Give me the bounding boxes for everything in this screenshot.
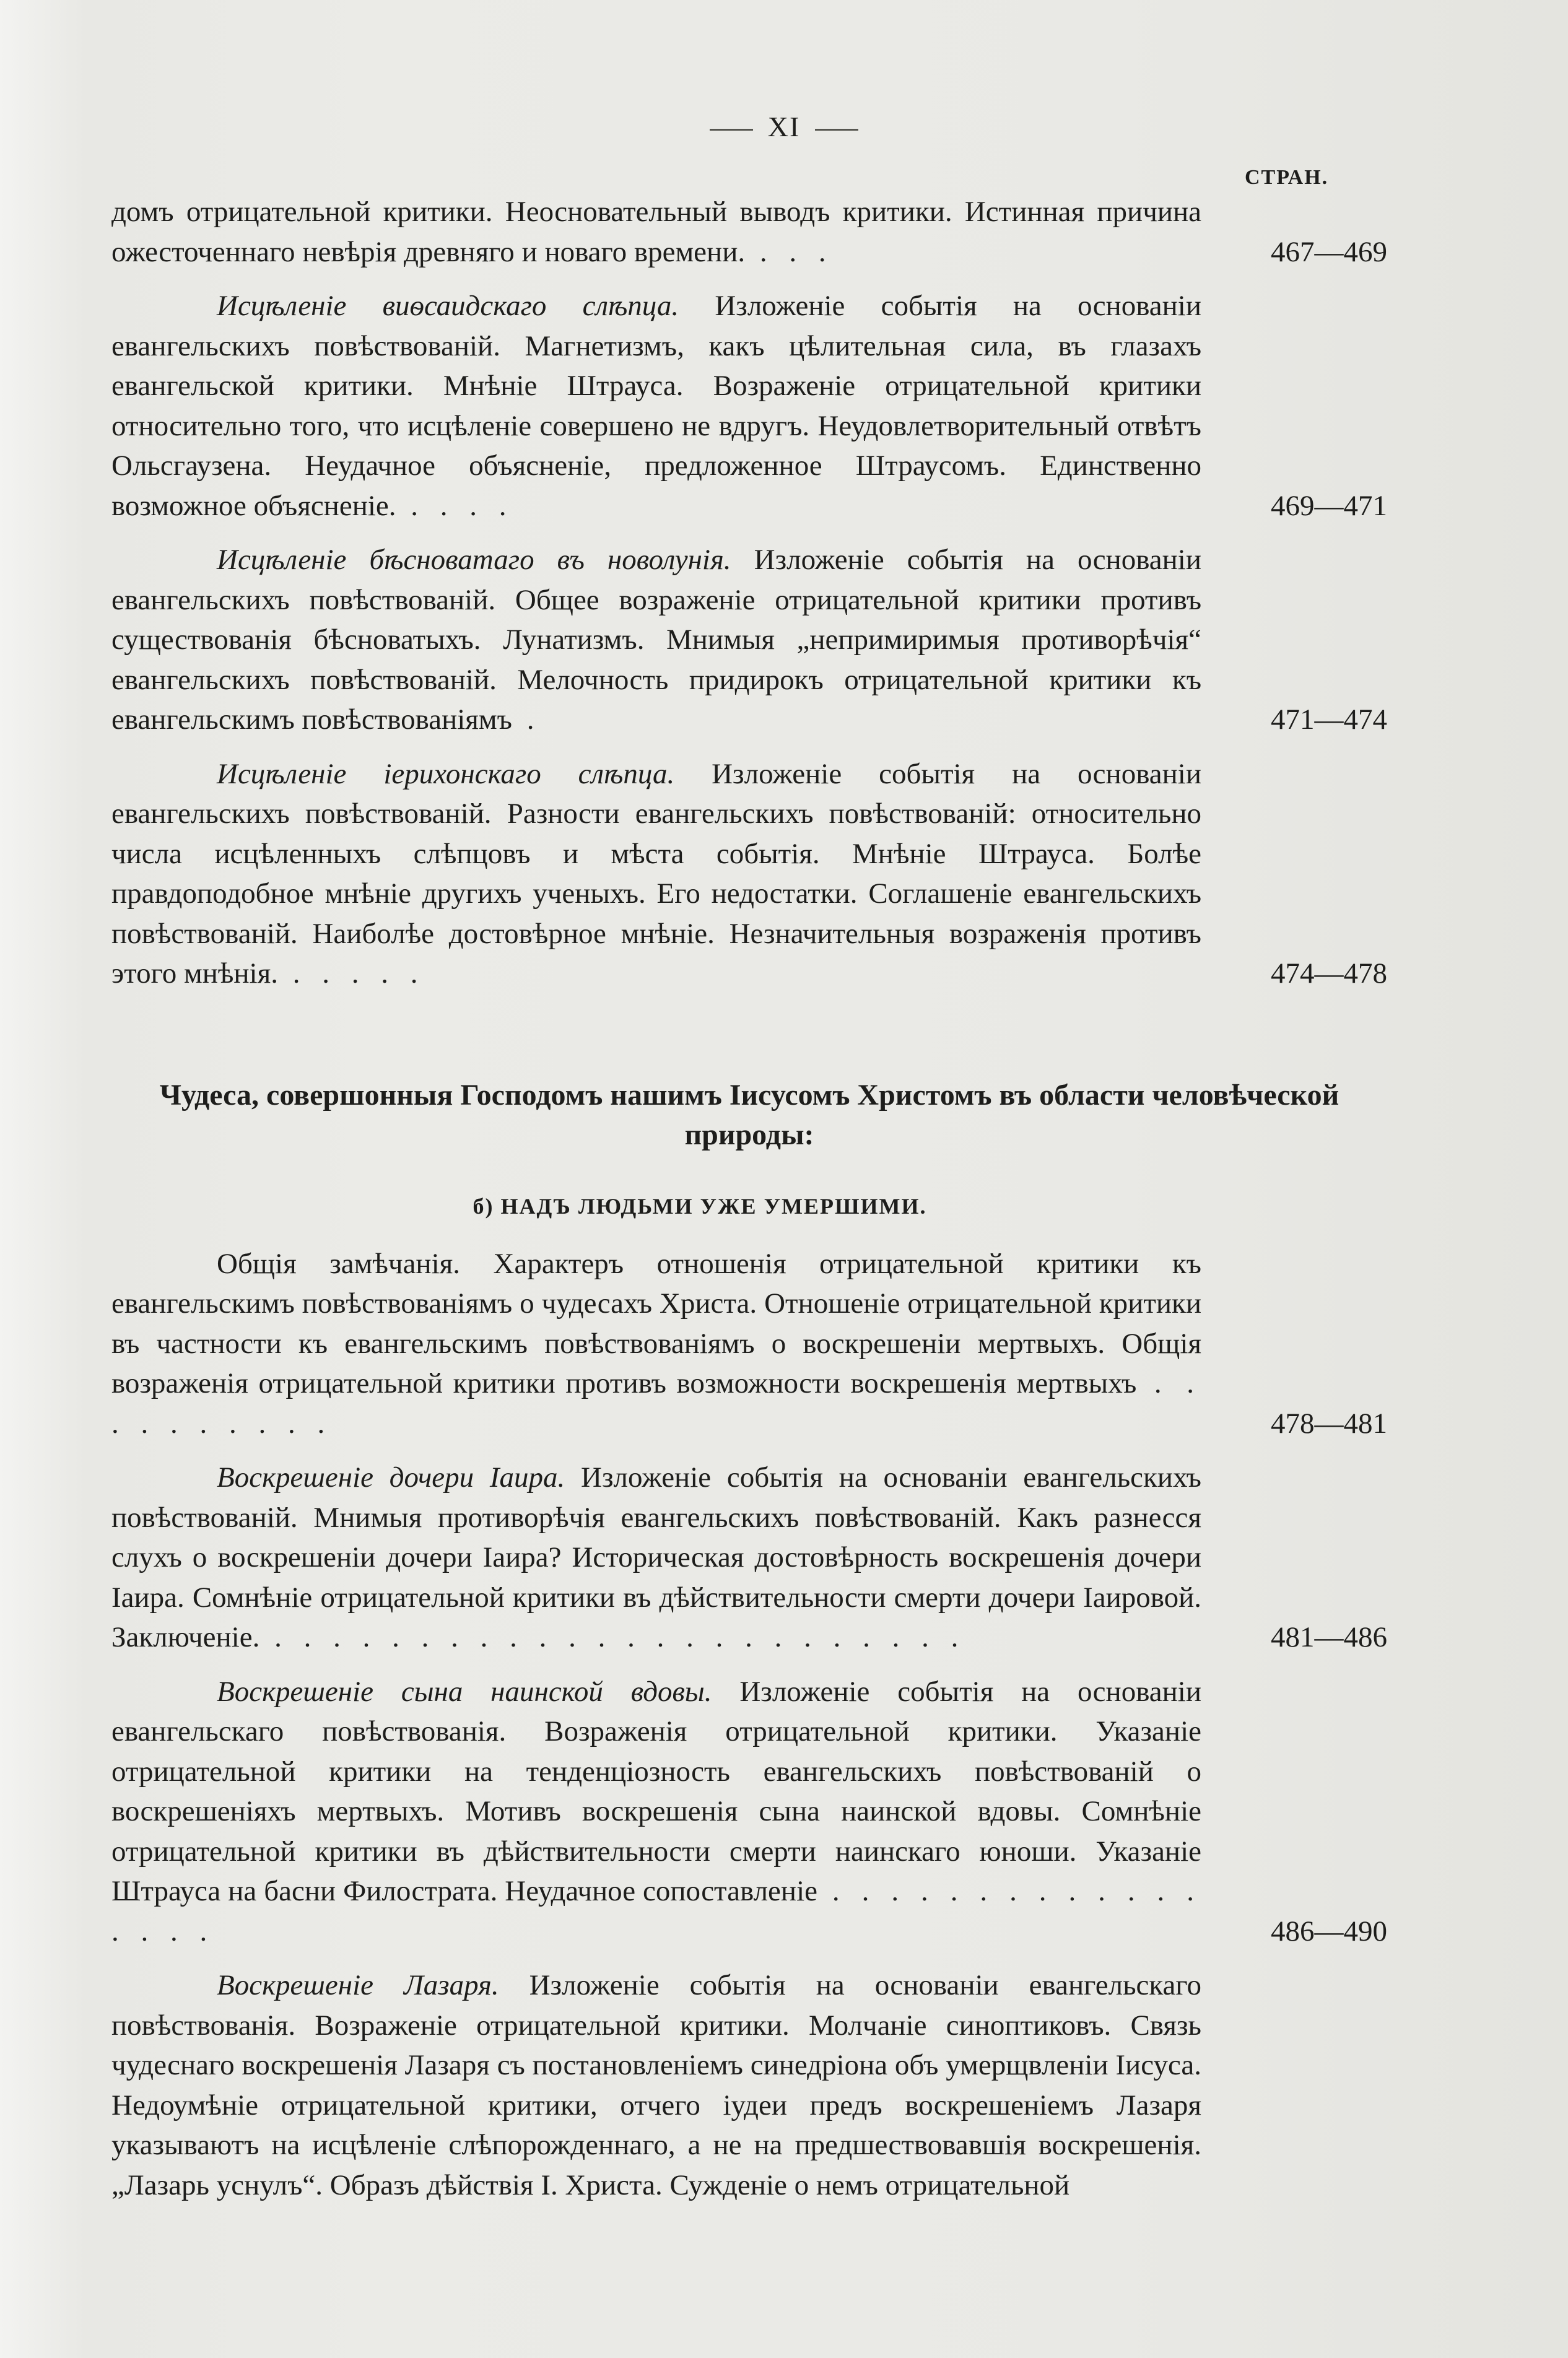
page-number-header [0, 110, 1568, 143]
toc-entry-pages: 474—478 [1271, 957, 1387, 990]
pages-column-label: СТРАН. [1245, 166, 1329, 189]
toc-entry-pages: 469—471 [1271, 489, 1387, 522]
toc-entry-title: Воскрешеніе Лазаря. [217, 1969, 499, 2001]
dot-leaders: . . . . . [277, 957, 425, 990]
toc-entry [111, 1965, 1201, 2205]
dot-leaders: . . . [745, 235, 834, 268]
toc-entry-title: Воскрешеніе дочери Іаира. [217, 1461, 565, 1494]
toc-entry-pages: 471—474 [1271, 703, 1387, 736]
dot-leaders: . . . . . . . . . . [111, 1367, 1201, 1440]
subsection-heading: б) НАДЪ ЛЮДЬМИ УЖЕ УМЕРШИМИ. [473, 1193, 927, 1219]
toc-entry-pages: 467—469 [1271, 235, 1387, 268]
toc-entry-text: Изложеніе событія на основаніи евангельскихъ повѣствованій. Магнетизмъ, какъ цѣлительная сила, въ глазахъ евангельской критики. Мнѣніе Штрауса. Возраженіе отрицательной критики относительно того, что исцѣленіе совершено не вдругъ. Неудовлетворительный отвѣтъ Ольсгаузена. Неудачное объясненіе, предложенное Штраусомъ. Единственно возможное объясненіе. [111, 290, 1201, 522]
folio-dash-left [710, 129, 753, 131]
toc-entry-title: Исцѣленіе виѳсаидскаго слѣпца. [217, 290, 679, 322]
toc-entry-text: Изложеніе событія на основаніи евангельскихъ повѣствованій. Разности евангельскихъ повѣствованій: относительно числа исцѣленныхъ слѣпцовъ и мѣста событія. Мнѣніе Штрауса. Болѣе правдоподобное мнѣніе другихъ ученыхъ. Его недостатки. Соглашеніе евангельскихъ повѣствованій. Наиболѣе достовѣрное мнѣніе. Незначительныя возраженія противъ этого мнѣнія. [111, 757, 1201, 990]
toc-entry-text: Изложеніе событія на основаніи евангельскихъ повѣствованій. Мнимыя противорѣчія евангельскихъ повѣствованій. Какъ разнесся слухъ о воскрешеніи дочери Іаира? Историческая достовѣрность воскрешенія дочери Іаира. Сомнѣніе отрицательной критики въ дѣйствительности смерти дочери Іаировой. Заключеніе. [111, 1461, 1201, 1653]
toc-entry [111, 286, 1387, 526]
toc-entry [111, 754, 1387, 994]
toc-entry-text: Изложеніе событія на основаніи евангельскаго повѣствованія. Возраженіе отрицательной критики. Молчаніе синоптиковъ. Связь чудеснаго воскрешенія Лазаря съ постановленіемъ синедріона объ умерщвленіи Іисуса. Недоумѣніе отрицательной критики, отчего іудеи предъ воскрешеніемъ Лазаря указываютъ на исцѣленіе слѣпорожденнаго, а не на предшествовавшія воскрешенія. „Лазарь уснулъ“. Образъ дѣйствія І. Христа. Сужденіе о немъ отрицательной [111, 1969, 1201, 2201]
toc-entry [111, 540, 1387, 740]
section-heading: Чудеса, совершонныя Господомъ нашимъ Іисусомъ Христомъ въ области человѣческой природы: [159, 1078, 1339, 1151]
toc-entry-pages: 486—490 [1271, 1915, 1387, 1947]
toc-entry-pages: 481—486 [1271, 1621, 1387, 1653]
toc-entry-title: Исцѣленіе бѣсноватаго въ новолунія. [217, 544, 731, 576]
toc-entry-pages: 478—481 [1271, 1407, 1387, 1440]
toc-entry [111, 1458, 1387, 1658]
folio-dash-right [815, 129, 858, 131]
dot-leaders: . . . . . . . . . . . . . . . . . . . . . . . . [259, 1621, 966, 1653]
toc-entry-text: Изложеніе событія на основаніи евангельскихъ повѣствованій. Общее возраженіе отрицательной критики противъ существованія бѣсноватыхъ. Лунатизмъ. Мнимыя „непримиримыя противорѣчія“ евангельскихъ повѣствованій. Мелочность придирокъ отрицательной критики къ евангельскимъ повѣствованіямъ [111, 544, 1202, 736]
table-of-contents [111, 192, 1387, 2219]
toc-entry-text: домъ отрицательной критики. Неосновательный выводъ критики. Истинная причина ожесточеннаго невѣрія древняго и новаго времени. [111, 196, 1201, 268]
toc-entry [111, 1244, 1387, 1444]
toc-entry-title: Воскрешеніе сына наинской вдовы. [217, 1675, 712, 1708]
folio-roman-numeral: XI [767, 111, 801, 142]
toc-entry-text: Изложеніе событія на основаніи евангельскаго повѣствованія. Возраженія отрицательной критики. Указаніе отрицательной критики на тенденціозность евангельскихъ повѣствованій о воскрешеніяхъ мертвыхъ. Мотивъ воскрешенія сына наинской вдовы. Сомнѣніе отрицательной критики въ дѣйствительности смерти наинскаго юноши. Указаніе Штрауса на басни Филострата. Неудачное сопоставленіе [111, 1675, 1201, 1907]
toc-entry [111, 1672, 1387, 1952]
toc-entry-title: Исцѣленіе іерихонскаго слѣпца. [217, 757, 675, 790]
dot-leaders: . [512, 703, 542, 736]
dot-leaders: . . . . [396, 489, 514, 522]
dot-leaders: . . . . . . . . . . . . . . . . . [111, 1875, 1202, 1947]
toc-entry [111, 192, 1387, 272]
toc-entry-text: Общія замѣчанія. Характеръ отношенія отрицательной критики къ евангельскимъ повѣствованіямъ о чудесахъ Христа. Отношеніе отрицательной критики въ частности къ евангельскимъ повѣствованіямъ о воскрешеніи мертвыхъ. Общія возраженія отрицательной критики противъ возможности воскрешенія мертвыхъ [111, 1247, 1201, 1399]
